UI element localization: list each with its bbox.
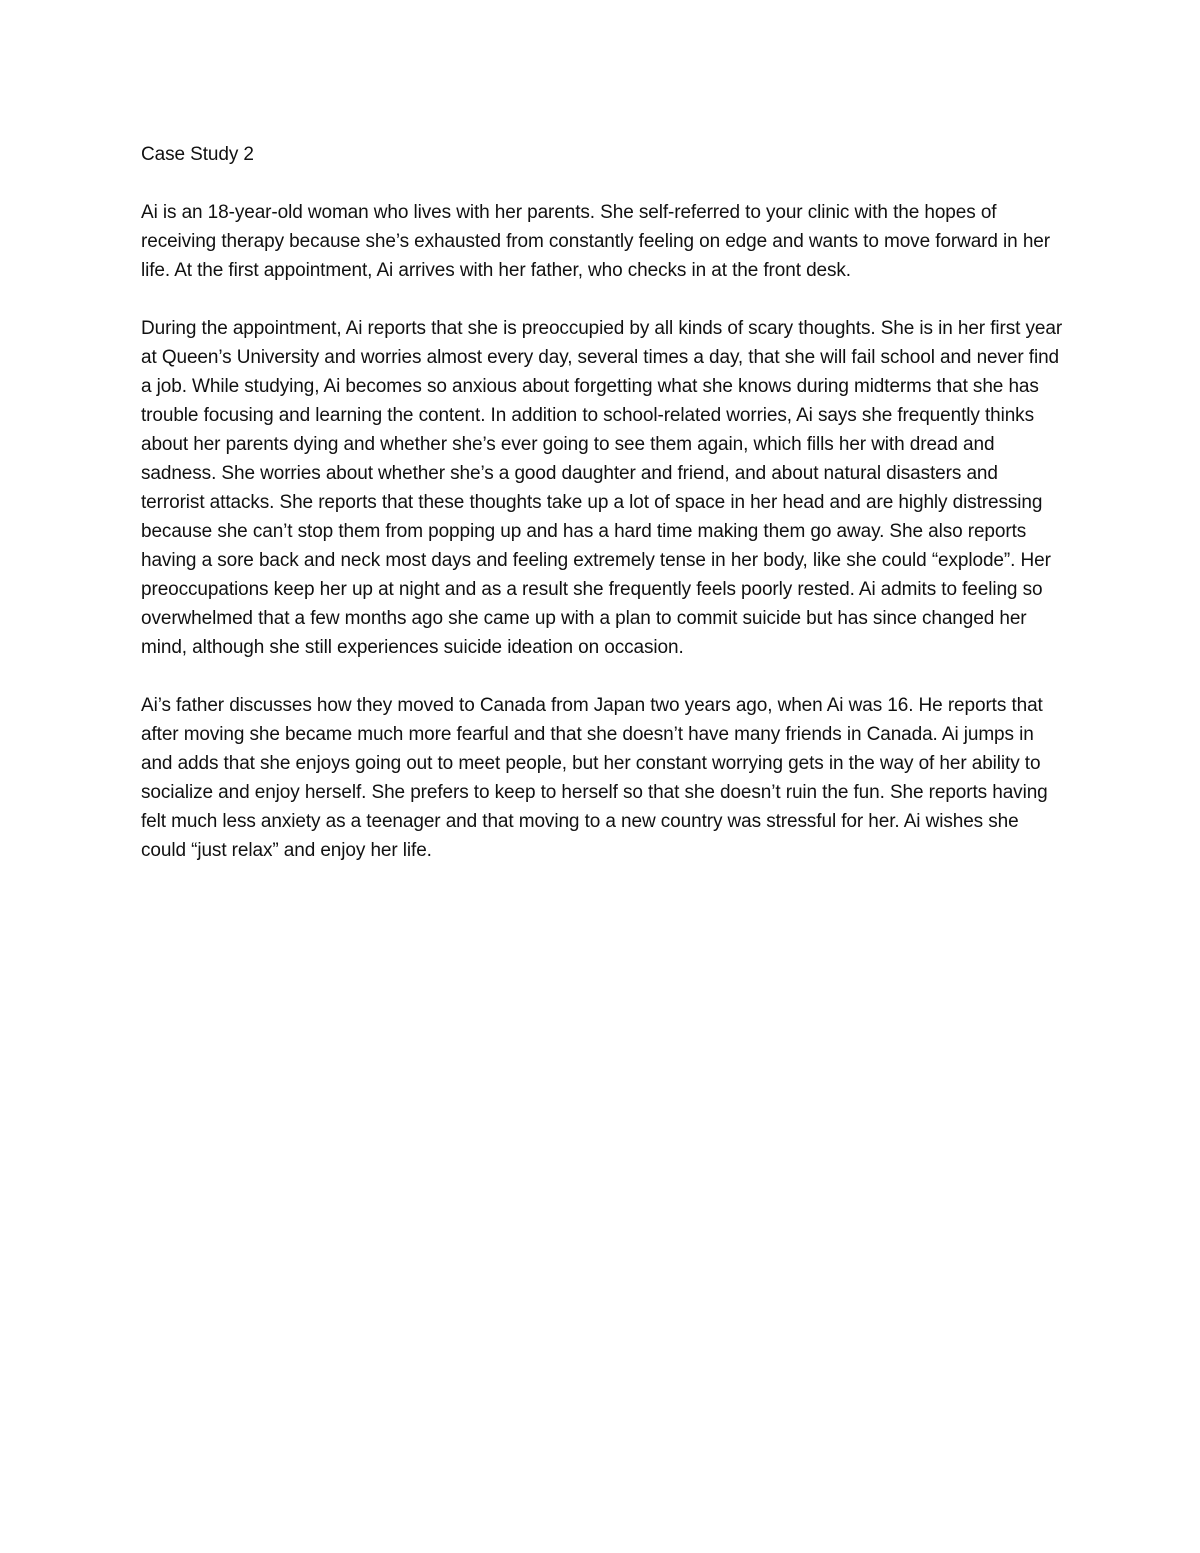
paragraph-intro: Ai is an 18-year-old woman who lives with her parents. She self-referred to your clinic with the hopes of receiving therapy because she’s exhausted from constantly feeling on edge and wants to move forward in her life. At the first appointment, Ai arrives with her father, who checks in at the front desk. — [141, 202, 1050, 281]
paragraph-father: Ai’s father discusses how they moved to Canada from Japan two years ago, when Ai was 16. He reports that after moving she became much more fearful and that she doesn’t have many friends in Canada. Ai jumps in and adds that she enjoys going out to meet people, but her constant worrying gets in the way of her ability to socialize and enjoy herself. She prefers to keep to herself so that she doesn’t ruin the fun. She reports having felt much less anxiety as a teenager and that moving to a new country was stressful for her. Ai wishes she could “just relax” and enjoy her life. — [141, 695, 1048, 861]
document-body — [141, 140, 1066, 894]
document-title: Case Study 2 — [141, 144, 254, 165]
paragraph-appointment: During the appointment, Ai reports that she is preoccupied by all kinds of scary thoughts. She is in her first year at Queen’s University and worries almost every day, several times a day, that she will fail school and never find a job. While studying, Ai becomes so anxious about forgetting what she knows during midterms that she has trouble focusing and learning the content. In addition to school-related worries, Ai says she frequently thinks about her parents dying and whether she’s ever going to see them again, which fills her with dread and sadness. She worries about whether she’s a good daughter and friend, and about natural disasters and terrorist attacks. She reports that these thoughts take up a lot of space in her head and are highly distressing because she can’t stop them from popping up and has a hard time making them go away. She also reports having a sore back and neck most days and feeling extremely tense in her body, like she could “explode”. Her preoccupations keep her up at night and as a result she frequently feels poorly rested. Ai admits to feeling so overwhelmed that a few months ago she came up with a plan to commit suicide but has since changed her mind, although she still experiences suicide ideation on occasion. — [141, 318, 1063, 658]
